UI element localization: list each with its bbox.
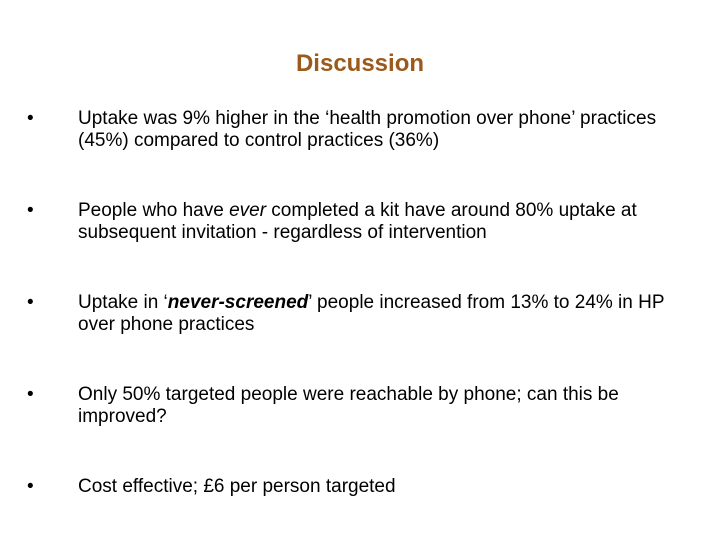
- bullet-dot-icon: •: [27, 476, 34, 497]
- bullet-text: Only 50% targeted people were reachable by phone; can this be improved?: [78, 384, 619, 427]
- bullet-text-pre: People who have: [78, 200, 230, 221]
- bullet-item: [27, 108, 695, 152]
- bullet-emphasis: ever: [229, 200, 267, 221]
- bullet-item: [27, 476, 695, 498]
- bullet-list: [27, 108, 695, 540]
- bullet-item: [27, 200, 695, 244]
- bullet-text-post: completed a kit have around 80% uptake at subsequent invitation - regardless of intervention: [78, 200, 637, 243]
- bullet-text: Cost effective; £6 per person targeted: [78, 476, 396, 497]
- bullet-item: [27, 292, 695, 336]
- bullet-dot-icon: •: [27, 292, 34, 313]
- slide-title: Discussion: [295, 50, 425, 77]
- bullet-item: [27, 384, 695, 428]
- bullet-dot-icon: •: [27, 108, 34, 129]
- bullet-text-post: ’ people increased from 13% to 24% in HP over phone practices: [78, 292, 665, 335]
- bullet-dot-icon: •: [27, 200, 34, 221]
- bullet-text: Uptake was 9% higher in the ‘health promotion over phone’ practices (45%) compared to control practices (36%): [78, 108, 657, 151]
- bullet-emphasis: never-screened: [167, 292, 309, 313]
- bullet-dot-icon: •: [27, 384, 34, 405]
- bullet-text-pre: Uptake in ‘: [78, 292, 168, 313]
